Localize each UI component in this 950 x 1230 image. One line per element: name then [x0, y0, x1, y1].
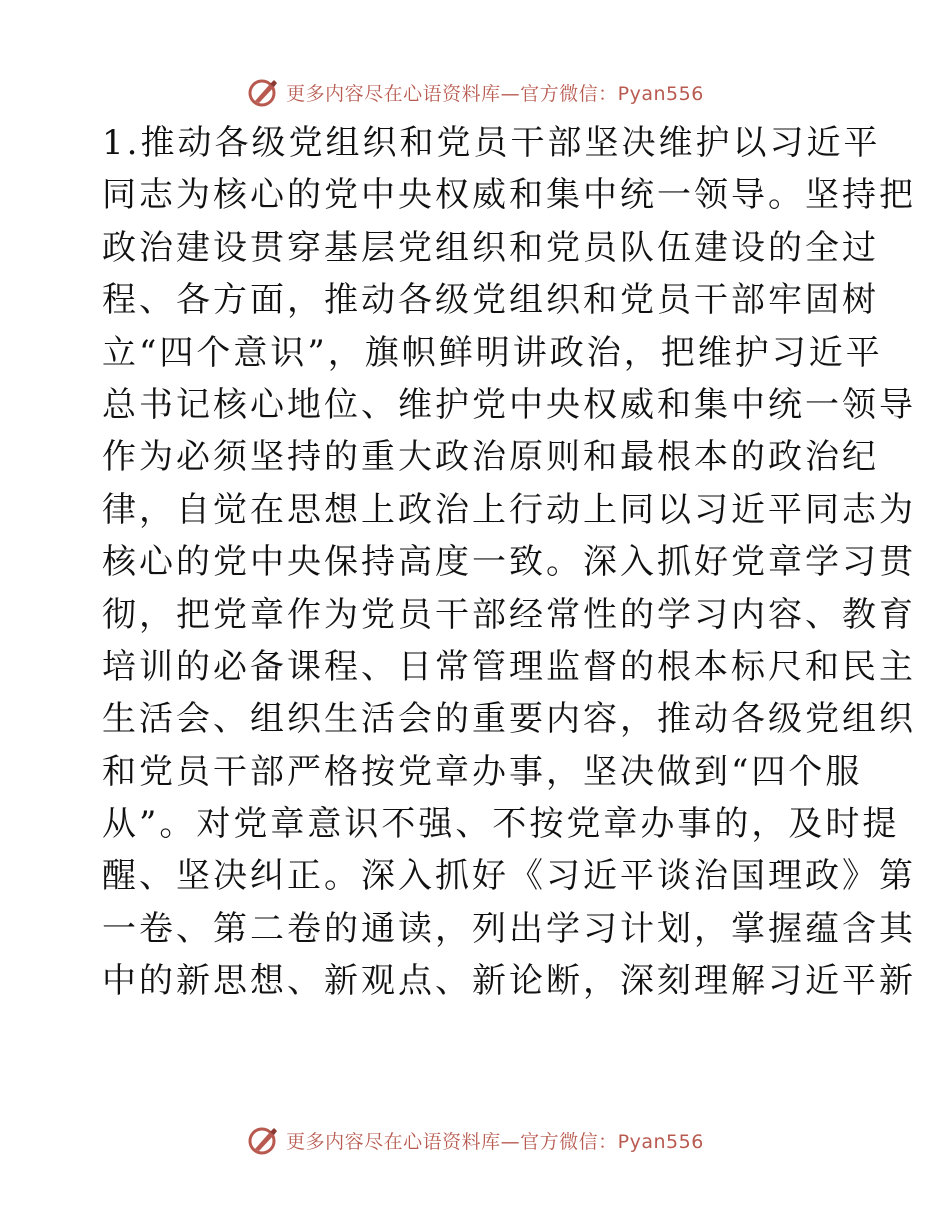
paragraph-line: 醒、坚决纠正。深入抓好《习近平谈治国理政》第: [102, 856, 916, 897]
paragraph-line: 和党员干部严格按党章办事，坚决做到“四个服: [102, 751, 863, 792]
footer-watermark-banner: [0, 1120, 950, 1160]
header-watermark-text: 更多内容尽在心语资料库—官方微信：Pyan556: [286, 82, 704, 105]
paragraph-line: 总书记核心地位、维护党中央权威和集中统一领导: [102, 384, 916, 425]
document-paragraph: [102, 117, 916, 1008]
paragraph-line: 律，自觉在思想上政治上行动上同以习近平同志为: [102, 489, 916, 530]
paragraph-line: 核心的党中央保持高度一致。深入抓好党章学习贯: [102, 542, 916, 583]
header-watermark-banner: [0, 72, 950, 112]
pen-logo-icon: [246, 1123, 280, 1157]
paragraph-line: 生活会、组织生活会的重要内容，推动各级党组织: [102, 699, 916, 740]
footer-watermark-text: 更多内容尽在心语资料库—官方微信：Pyan556: [286, 1130, 704, 1153]
paragraph-line: 1.推动各级党组织和党员干部坚决维护以习近平: [102, 123, 881, 163]
paragraph-line: 中的新思想、新观点、新论断，深刻理解习近平新: [102, 961, 916, 1002]
paragraph-line: 立“四个意识”，旗帜鲜明讲政治，把维护习近平: [102, 332, 883, 373]
paragraph-line: 培训的必备课程、日常管理监督的根本标尺和民主: [102, 646, 916, 687]
paragraph-line: 作为必须坚持的重大政治原则和最根本的政治纪: [102, 437, 879, 478]
paragraph-line: 从”。对党章意识不强、不按党章办事的，及时提: [102, 804, 900, 845]
paragraph-line: 彻，把党章作为党员干部经常性的学习内容、教育: [102, 594, 916, 635]
paragraph-line: 同志为核心的党中央权威和集中统一领导。坚持把: [102, 175, 916, 216]
paragraph-line: 程、各方面，推动各级党组织和党员干部牢固树: [102, 280, 879, 321]
paragraph-line: 政治建设贯穿基层党组织和党员队伍建设的全过: [102, 227, 879, 268]
pen-logo-icon: [246, 75, 280, 109]
paragraph-line: 一卷、第二卷的通读，列出学习计划，掌握蕴含其: [102, 908, 916, 949]
